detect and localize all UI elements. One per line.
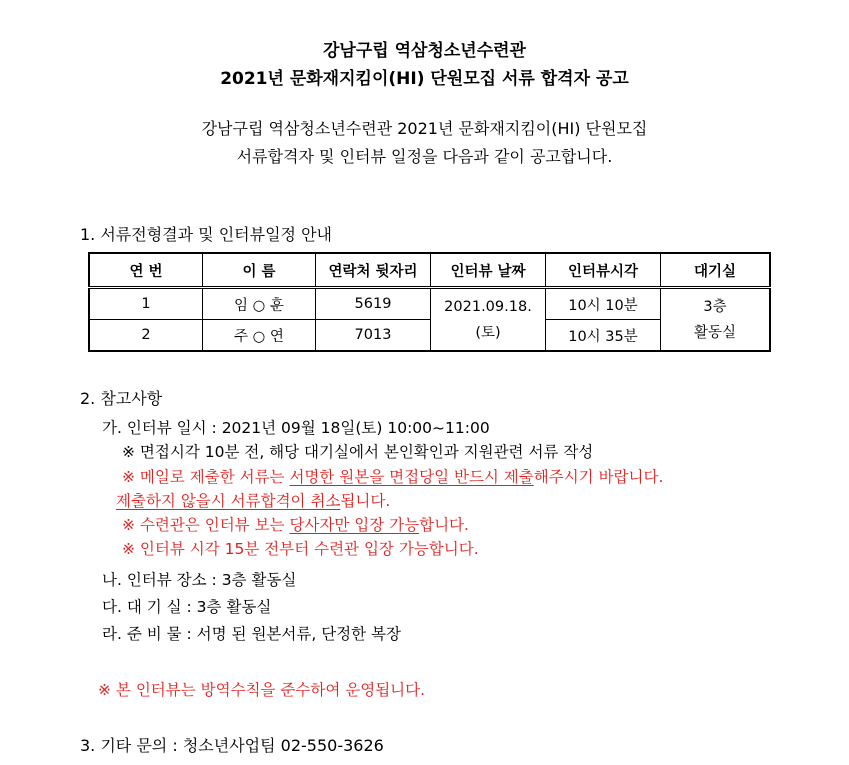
note-3-part-c: 합니다. xyxy=(419,516,469,534)
cell-date xyxy=(431,288,546,352)
section-1-heading: 1. 서류전형결과 및 인터뷰일정 안내 xyxy=(80,225,332,244)
note-1: ※ 면접시각 10분 전, 해당 대기실에서 본인확인과 지원관련 서류 작성 xyxy=(122,443,594,461)
quarantine-notice: ※ 본 인터뷰는 방역수칙을 준수하여 운영됩니다. xyxy=(98,681,426,699)
cell-name: 주 ○ 연 xyxy=(203,320,316,352)
item-na: 나. 인터뷰 장소 : 3층 활동실 xyxy=(102,571,297,589)
table-row xyxy=(89,288,770,320)
cell-time: 10시 35분 xyxy=(546,320,661,352)
note-2-part-a: ※ 메일로 제출한 서류는 xyxy=(122,468,290,486)
cell-time: 10시 10분 xyxy=(546,288,661,320)
room-line-2: 활동실 xyxy=(693,324,737,341)
note-2-part-c: 해주시기 바랍니다. xyxy=(533,468,664,486)
note-3-emphasis: 당사자만 입장 가능 xyxy=(289,516,420,534)
note-2-continued xyxy=(116,489,390,511)
item-ga: 가. 인터뷰 일시 : 2021년 09월 18일(토) 10:00~11:00 xyxy=(102,419,490,437)
table-header-row xyxy=(89,253,770,288)
header-name: 이 름 xyxy=(203,253,316,288)
date-line-2: (토) xyxy=(475,324,501,341)
header-room: 대기실 xyxy=(661,253,771,288)
header-phone: 연락처 뒷자리 xyxy=(316,253,431,288)
title-line-2: 2021년 문화재지킴이(HI) 단원모집 서류 합격자 공고 xyxy=(220,69,629,89)
header-no: 연 번 xyxy=(89,253,203,288)
header-date: 인터뷰 날짜 xyxy=(431,253,546,288)
cell-no: 2 xyxy=(89,320,203,352)
cell-room xyxy=(661,288,771,352)
section-2-heading: 2. 참고사항 xyxy=(80,389,163,408)
note-2-cancel-emphasis: 제출하지 않을시 서류합격이 취소 xyxy=(116,492,341,510)
cell-phone: 7013 xyxy=(316,320,431,352)
cell-no: 1 xyxy=(89,288,203,320)
note-2 xyxy=(122,465,663,487)
section-3-contact: 3. 기타 문의 : 청소년사업팀 02-550-3626 xyxy=(80,736,384,755)
date-line-1: 2021.09.18. xyxy=(444,298,532,315)
note-2-emphasis: 서명한 원본을 면접당일 반드시 제출 xyxy=(289,468,534,486)
intro-line-2: 서류합격자 및 인터뷰 일정을 다음과 같이 공고합니다. xyxy=(236,147,613,166)
room-line-1: 3층 xyxy=(703,298,727,315)
cell-name: 임 ○ 훈 xyxy=(203,288,316,320)
item-ra: 라. 준 비 물 : 서명 된 원본서류, 단정한 복장 xyxy=(102,625,401,643)
intro-line-1: 강남구립 역삼청소년수련관 2021년 문화재지킴이(HI) 단원모집 xyxy=(201,119,648,138)
interview-schedule-table xyxy=(88,252,771,352)
note-3 xyxy=(122,513,469,535)
header-time: 인터뷰시각 xyxy=(546,253,661,288)
note-2-part-e: 됩니다. xyxy=(340,492,391,510)
note-3-part-a: ※ 수련관은 인터뷰 보는 xyxy=(122,516,290,534)
item-da: 다. 대 기 실 : 3층 활동실 xyxy=(102,598,272,616)
cell-phone: 5619 xyxy=(316,288,431,320)
note-4: ※ 인터뷰 시각 15분 전부터 수련관 입장 가능합니다. xyxy=(122,540,479,558)
title-line-1: 강남구립 역삼청소년수련관 xyxy=(323,41,526,61)
